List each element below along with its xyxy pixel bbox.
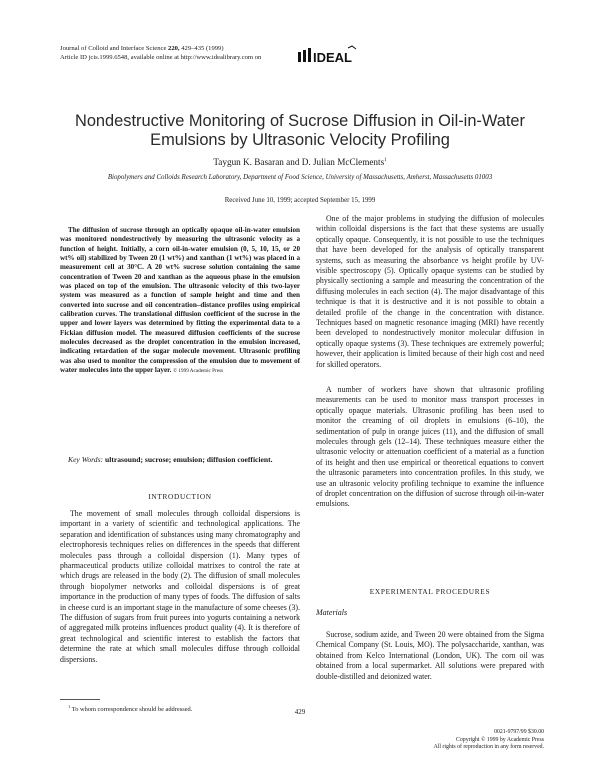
author-footnote-mark: 1 bbox=[384, 157, 387, 163]
journal-name: Journal of Colloid and Interface Science bbox=[60, 45, 169, 52]
keywords-label: Key Words: bbox=[68, 455, 104, 464]
intro-p1-text: The movement of small molecules through colloidal dispersions is important in a variety of scientific and technological applications. The separation and identification of substances using many chromatography and electrophoresis techniques relies on differences in the speeds that different molecules pass through a colloidal dispersion (1). Many types of pharmaceutical products utilize colloidal matrixes to control the rate at which drugs are released in the body (2). The diffusion of small molecules through biopolymer networks and colloidal dispersions is of great importance in the production of many types of foods. The diffusion of salts in cheese curd is an important stage in the manufacture of some cheeses (3). The diffusion of sugars from fruit purees into yogurts containing a network of aggregated milk proteins influences product quality (4). It is therefore of great technological and scientific interest to establish the factors that determine the rate at which small molecules diffuse through colloidal dispersions. bbox=[60, 509, 300, 664]
journal-line-2: Article ID jcis.1999.6548, available online at http://www.idealibrary.com on bbox=[60, 54, 262, 61]
materials-paragraph bbox=[316, 630, 544, 682]
copyright-holder: Copyright © 1999 by Academic Press bbox=[456, 736, 544, 743]
intro-p3-text: A number of workers have shown that ultrasonic profiling measurements can be used to monitor mass transport processes in optically opaque materials. Ultrasonic profiling has been used to monitor the creaming of oil droplets in emulsions (6–10), the sedimentation of pulp in orange juices (11), and the diffusion of small molecules through gels (12–14). These techniques measure either the ultrasonic velocity or attenuation coefficient of a material as a function of its height and then use empirical or theoretical equations to convert the ultrasonic parameters into concentration profiles. In this study, we use an ultrasonic velocity profiling technique to examine the influence of droplet concentration on the diffusion of sucrose through oil-in-water emulsions. bbox=[316, 385, 544, 509]
copyright-block bbox=[380, 729, 544, 752]
copyright-price: 0021-9797/99 $30.00 bbox=[494, 729, 544, 735]
introduction-paragraph-2 bbox=[316, 214, 544, 370]
paper-title bbox=[60, 112, 540, 150]
abstract bbox=[60, 226, 300, 377]
keywords-list: ultrasound; sucrose; emulsion; diffusion coefficient. bbox=[105, 455, 273, 464]
title-line-2: Emulsions by Ultrasonic Velocity Profiling bbox=[150, 131, 450, 149]
abstract-copyright: © 1999 Academic Press bbox=[173, 368, 224, 375]
journal-line-1 bbox=[60, 44, 261, 53]
materials-text: Sucrose, sodium azide, and Tween 20 were obtained from the Sigma Chemical Company (St. Louis, MO). The polysaccharide, xanthan, was obtained from Kelco International (London, UK). The corn oil was obtained from a local supermarket. All solutions were prepared with double-distilled and deionized water. bbox=[316, 630, 544, 681]
copyright-rights: All rights of reproduction in any form reserved. bbox=[433, 744, 544, 751]
materials-subheading: Materials bbox=[316, 608, 348, 617]
introduction-heading: INTRODUCTION bbox=[148, 492, 212, 501]
footnote-mark: 1 bbox=[68, 704, 71, 709]
page-number: 429 bbox=[294, 708, 306, 716]
footnote-text: To whom correspondence should be addressed. bbox=[71, 706, 193, 714]
journal-citation bbox=[60, 44, 261, 62]
abstract-text: The diffusion of sucrose through an optically opaque oil-in-water emulsion was monitored nondestructively by measuring the ultrasonic velocity as a function of height. Initially, a corn oil-in-water emulsion (0, 5, 10, 15, or 20 wt% oil) stabilized by Tween 20 (1 wt%) and xanthan (1 wt%) was placed in a measurement cell at 30°C. A 20 wt% sucrose solution containing the same concentration of Tween 20 and xanthan as the aqueous phase in the emulsion was placed on top of the emulsion. The ultrasonic velocity of this two-layer system was measured as a function of sample height and time and then converted into sucrose and oil concentration–distance profiles using empirical calibration curves. The translational diffusion coefficient of the sucrose in the upper and lower layers was determined by fitting the experimental data to a Fickian diffusion model. The measured diffusion coefficients of the sucrose molecules decreased as the droplet concentration in the emulsion increased, indicating retardation of the sugar molecule movement. Ultrasonic profiling was also used to monitor the compression of the emulsion due to movement of water molecules into the upper layer. bbox=[60, 226, 300, 375]
title-line-1: Nondestructive Monitoring of Sucrose Diffusion in Oil-in-Water bbox=[74, 112, 525, 130]
received-dates: Received June 10, 1999; accepted September 15, 1999 bbox=[224, 197, 376, 204]
affiliation: Biopolymers and Colloids Research Laboratory, Department of Food Science, University of Massachusetts, Amherst, Massachusetts 01003 bbox=[107, 174, 493, 181]
logo-text: IDEAL bbox=[313, 50, 352, 64]
intro-p2-text: One of the major problems in studying the diffusion of molecules within colloidal dispersions is the fact that these systems are usually optically opaque. Consequently, it is not possible to use the techniques that have been developed for the analysis of optically transparent systems, such as measuring the absorbance vs height profile by UV-visible spectroscopy (5). Optically opaque systems can be studied by physically sectioning a sample and measuring the concentration of the diffusing molecules in each section (4). The major disadvantage of this technique is that it is destructive and it is not possible to obtain a detailed profile of the change in the concentration with distance. Techniques based on magnetic resonance imaging (MRI) have recently been developed to nondestructively monitor molecular diffusion in optically opaque systems (3). These techniques are extremely powerful; however, their application is limited because of their high cost and need for skilled operators. bbox=[316, 214, 544, 369]
author-names: Taygun K. Basaran and D. Julian McClements bbox=[213, 157, 385, 167]
journal-pages: 429–435 (1999) bbox=[179, 45, 224, 52]
ideal-logo-icon bbox=[298, 44, 358, 64]
authors bbox=[60, 157, 540, 167]
journal-volume: 220, bbox=[168, 45, 180, 52]
keywords bbox=[60, 455, 300, 465]
footnote-rule bbox=[60, 699, 100, 700]
introduction-paragraph-3 bbox=[316, 385, 544, 510]
experimental-heading: EXPERIMENTAL PROCEDURES bbox=[369, 587, 491, 596]
introduction-paragraph-1 bbox=[60, 509, 300, 665]
